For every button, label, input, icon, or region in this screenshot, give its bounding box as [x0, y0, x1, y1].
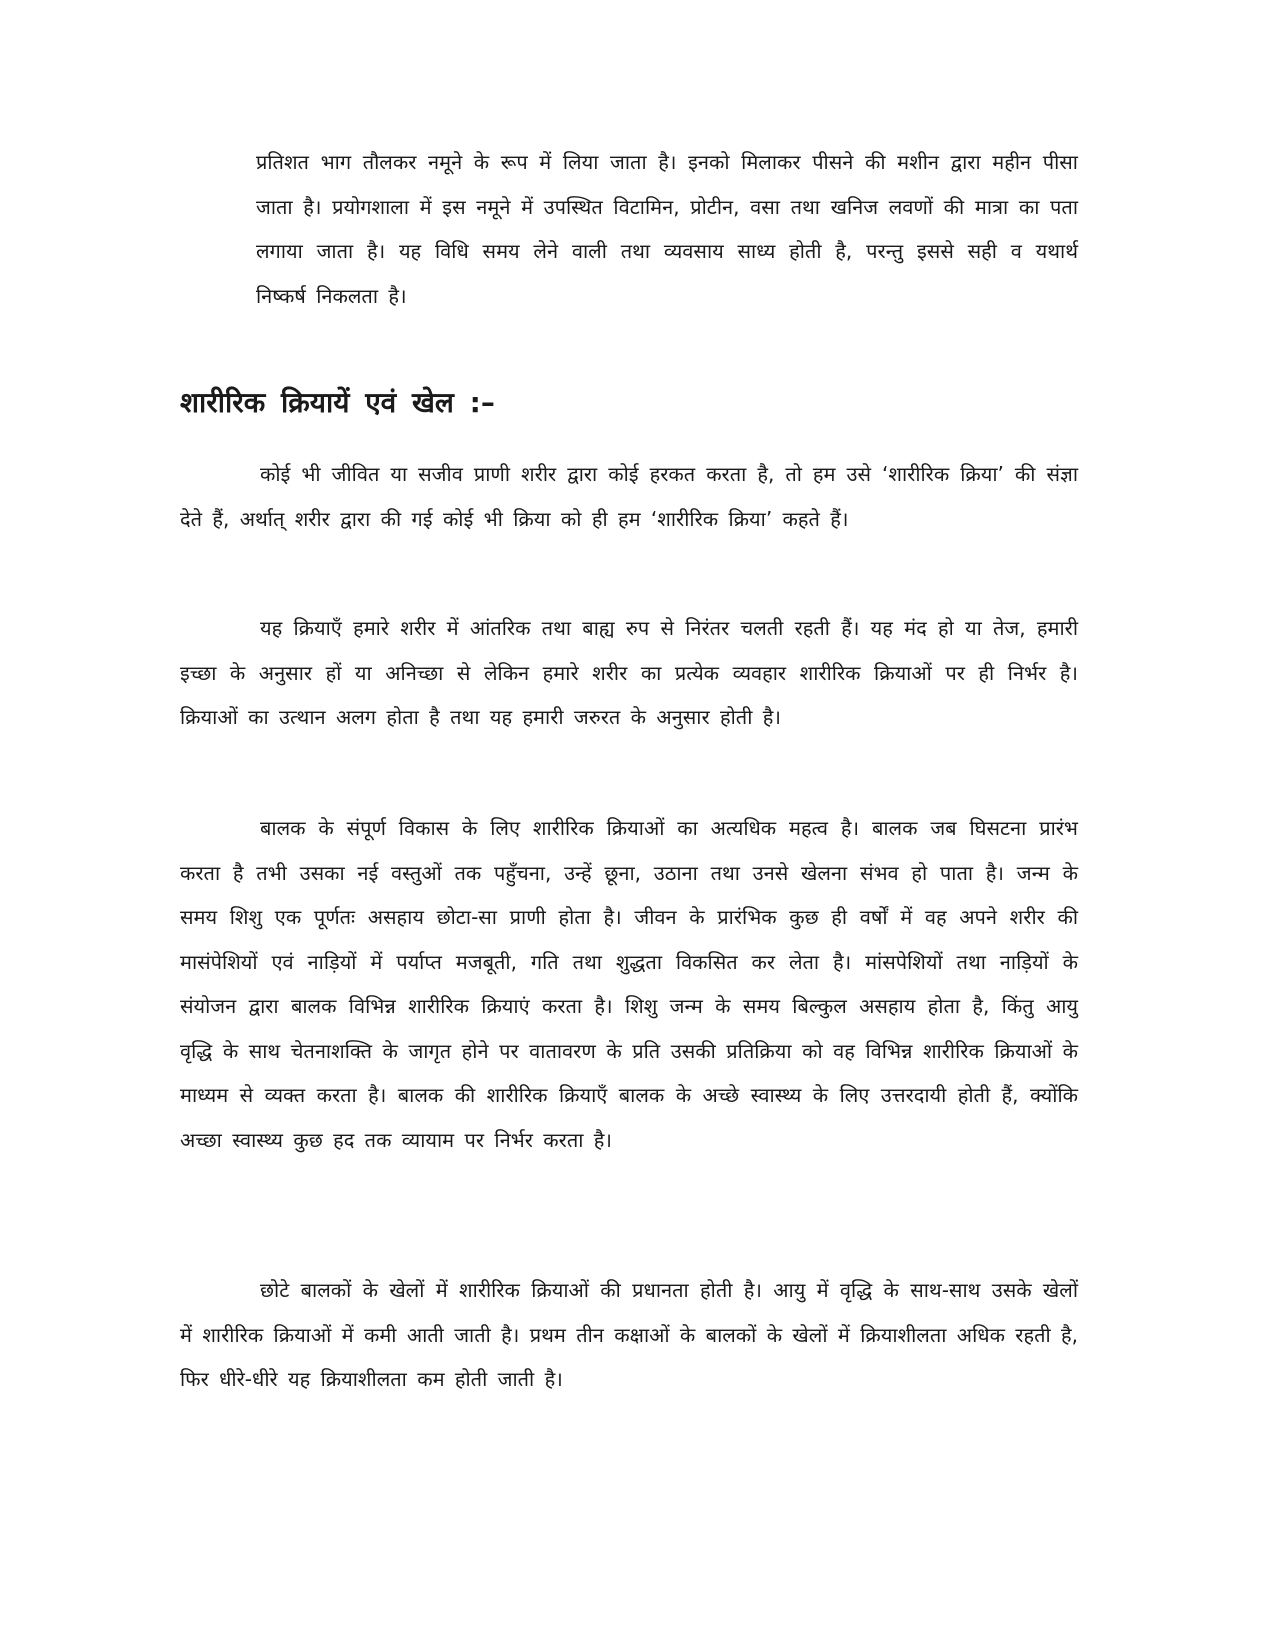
intro-paragraph: प्रतिशत भाग तौलकर नमूने के रूप में लिया जाता है। इनको मिलाकर पीसने की मशीन द्वारा महीन पीसा जाता है। प्रयोगशाला में इस नमूने में उपस्थित विटामिन, प्रोटीन, वसा तथा खनिज लवणों की मात्रा का पता लगाया जाता है। यह विधि समय लेने वाली तथा व्यवसाय साध्य होती है, परन्तु इससे सही व यथार्थ निष्कर्ष निकलता है। [256, 150, 1078, 308]
body-paragraph: कोई भी जीवित या सजीव प्राणी शरीर द्वारा कोई हरकत करता है, तो हम उसे ‘शारीरिक क्रिया’ की संज्ञा देते हैं, अर्थात् शरीर द्वारा की गई कोई भी क्रिया को ही हम ‘शारीरिक क्रिया’ कहते हैं। [180, 462, 1078, 531]
body-paragraph: छोटे बालकों के खेलों में शारीरिक क्रियाओं की प्रधानता होती है। आयु में वृद्धि के साथ-साथ उसके खेलों में शारीरिक क्रियाओं में कमी आती जाती है। प्रथम तीन कक्षाओं के बालकों के खेलों में क्रियाशीलता अधिक रहती है, फिर धीरे-धीरे यह क्रियाशीलता कम होती जाती है। [180, 1278, 1078, 1391]
body-paragraph: यह क्रियाएँ हमारे शरीर में आंतरिक तथा बाह्य रुप से निरंतर चलती रहती हैं। यह मंद हो या तेज, हमारी इच्छा के अनुसार हों या अनिच्छा से लेकिन हमारे शरीर का प्रत्येक व्यवहार शारीरिक क्रियाओं पर ही निर्भर है। क्रियाओं का उत्थान अलग होता है तथा यह हमारी जरुरत के अनुसार होती है। [180, 616, 1078, 729]
section-heading: शारीरिक क्रियायें एवं खेल :– [180, 386, 495, 419]
body-paragraph: बालक के संपूर्ण विकास के लिए शारीरिक क्रियाओं का अत्यधिक महत्व है। बालक जब घिसटना प्रारंभ करता है तभी उसका नई वस्तुओं तक पहुँचना, उन्हें छूना, उठाना तथा उनसे खेलना संभव हो पाता है। जन्म के समय शिशु एक पूर्णतः असहाय छोटा-सा प्राणी होता है। जीवन के प्रारंभिक कुछ ही वर्षों में वह अपने शरीर की मासंपेशियों एवं नाड़ियों में पर्याप्त मजबूती, गति तथा शुद्धता विकसित कर लेता है। मांसपेशियों तथा नाड़ियों के संयोजन द्वारा बालक विभिन्न शारीरिक क्रियाएं करता है। शिशु जन्म के समय बिल्कुल असहाय होता है, किंतु आयु वृद्धि के साथ चेतनाशक्ति के जागृत होने पर वातावरण के प्रति उसकी प्रतिक्रिया को वह विभिन्न शारीरिक क्रियाओं के माध्यम से व्यक्त करता है। बालक की शारीरिक क्रियाएँ बालक के अच्छे स्वास्थ्य के लिए उत्तरदायी होती हैं, क्योंकि अच्छा स्वास्थ्य कुछ हद तक व्यायाम पर निर्भर करता है। [180, 816, 1078, 1152]
